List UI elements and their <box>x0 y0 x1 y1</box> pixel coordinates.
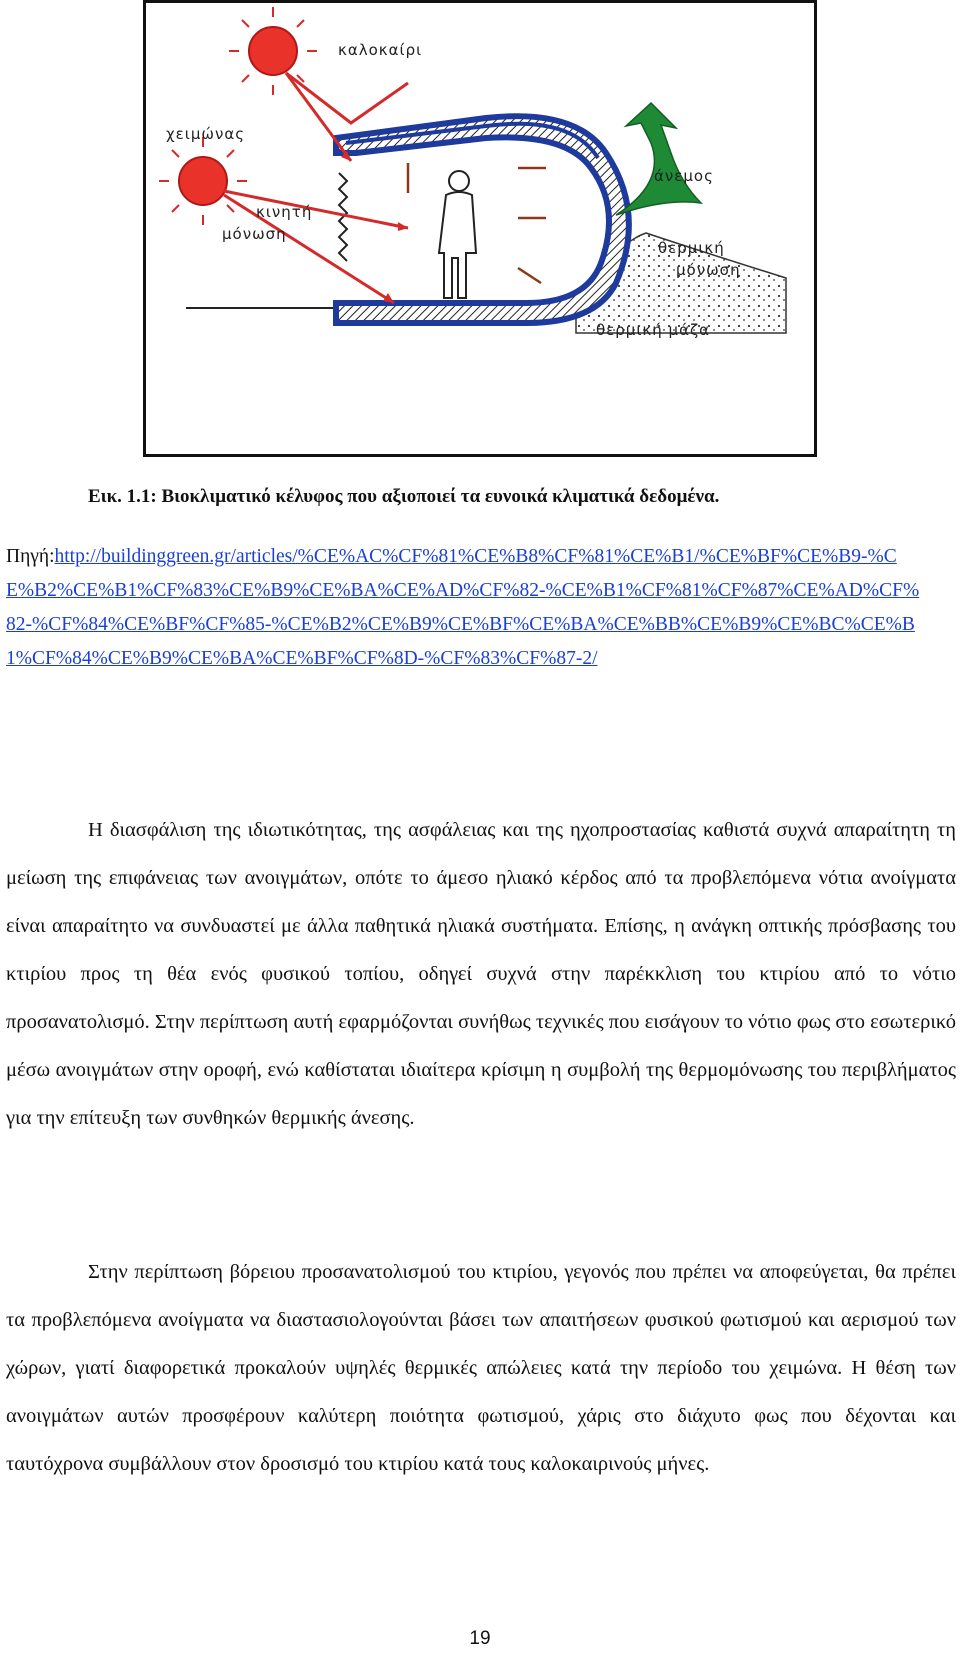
sun-summer-icon <box>229 7 317 95</box>
figure-source <box>6 540 924 676</box>
label-wind: άνεμος <box>654 167 714 185</box>
page-number: 19 <box>469 1628 491 1649</box>
building-shell <box>336 116 629 323</box>
sun-rays <box>224 73 408 303</box>
source-prefix: Πηγή: <box>6 546 55 567</box>
label-winter: χειμώνας <box>166 125 246 143</box>
sun-winter-icon <box>159 137 247 225</box>
label-movable-insulation-line1: κινητή <box>256 203 313 221</box>
label-thermal-insulation-line1: θερμική <box>658 239 725 257</box>
figure-caption: Εικ. 1.1: Βιοκλιματικό κέλυφος που αξιοποιεί τα ευνοικά κλιματικά δεδομένα. <box>88 486 720 507</box>
body-paragraph: Η διασφάλιση της ιδιωτικότητας, της ασφάλειας και της ηχοπροστασίας καθιστά συχνά απαραίτητη τη μείωση της επιφάνειας των ανοιγμάτων, οπότε το άμεσο ηλιακό κέρδος από τα προβλεπόμενα νότια ανοίγματα είναι απαραίτητο να συνδυαστεί με άλλα παθητικά ηλιακά συστήματα. Επίσης, η ανάγκη οπτικής πρόσβασης του κτιρίου προς τη θέα ενός φυσικού τοπίου, οδηγεί συχνά στην παρέκκλιση του κτιρίου από το νότιο προσανατολισμό. Στην περίπτωση αυτή εφαρμόζονται συνήθως τεχνικές που εισάγουν το νότιο φως στο εσωτερικό μέσω ανοιγμάτων στην οροφή, ενώ καθίσταται ιδιαίτερα κρίσιμη η συμβολή της θερμομόνωσης του περιβλήματος για την επίτευξη των συνθηκών θερμικής άνεσης. <box>6 819 956 1129</box>
heat-arrows <box>408 163 546 283</box>
figure-drawing <box>146 3 814 454</box>
person-icon <box>439 171 476 298</box>
label-movable-insulation-line2: μόνωση <box>222 225 287 243</box>
label-thermal-mass: θερμική μάζα <box>596 321 711 339</box>
label-summer: καλοκαίρι <box>338 41 423 59</box>
bioclimatic-envelope-figure <box>143 0 817 457</box>
source-link[interactable]: http://buildinggreen.gr/articles/%CE%AC%CF%81%CE%B8%CF%81%CE%B1/%CE%BF%CE%B9-%CE%B2%CE%B1%CF%83%CE%B9%CE%BA%CE%AD%CF%82-%CE%B1%CF%81%CF%87%CE%AD%CF%82-%CF%84%CE%BF%CF%85-%CE%B2%CE%B9%CE%BF%CE%BA%CE%BB%CE%B9%CE%BC%CE%B1%CF%84%CE%B9%CE%BA%CE%BF%CF%8D-%CF%83%CF%87-2/ <box>6 546 920 669</box>
label-thermal-insulation-line2: μόνωση <box>676 261 741 279</box>
body-paragraph: Στην περίπτωση βόρειου προσανατολισμού του κτιρίου, γεγονός που πρέπει να αποφεύγεται, θα πρέπει τα προβλεπόμενα ανοίγματα να διαστασιολογούνται βάσει των απαιτήσεων φυσικού φωτισμού και αερισμού των χώρων, γιατί διαφορετικά προκαλούν υψηλές θερμικές απώλειες κατά την περίοδο του χειμώνα. Η θέση των ανοιγμάτων αυτών προσφέρουν καλύτερη ποιότητα φωτισμού, χάρις στο διάχυτο φως που δέχονται και ταυτόχρονα συμβάλλουν στον δροσισμό του κτιρίου κατά τους καλοκαιρινούς μήνες. <box>6 1261 956 1475</box>
